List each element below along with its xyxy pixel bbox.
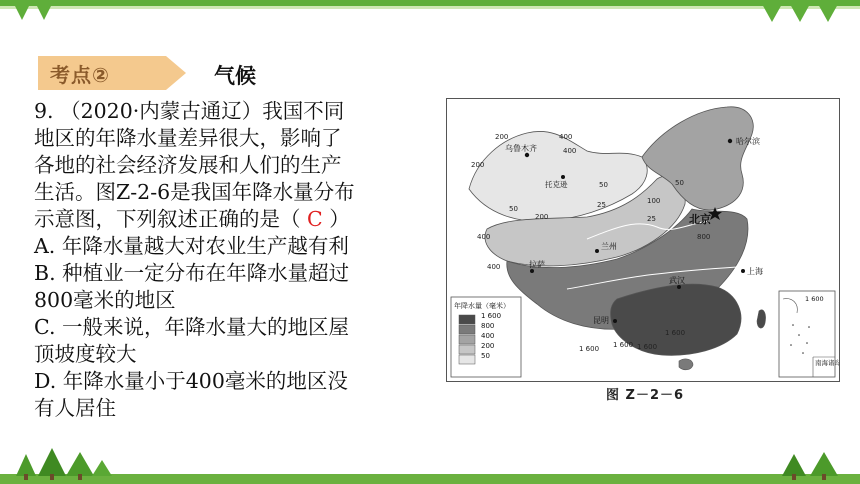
contour-label: 25 [597, 201, 606, 209]
south-sea-inset [779, 291, 839, 377]
question-line: 生活。图Z-2-6是我国年降水量分布 [34, 180, 355, 204]
contour-label: 400 [559, 133, 573, 141]
contour-label: 1 600 [637, 343, 658, 351]
contour-label: 1 600 [665, 329, 686, 337]
option-a: A. 年降水量越大对农业生产越有利 [34, 234, 349, 258]
legend-title: 年降水量（毫米） [454, 302, 510, 310]
legend-item: 400 [481, 332, 495, 340]
tag-label: 考点② [50, 63, 110, 87]
city-beijing: 北京 [689, 213, 711, 226]
map-caption: 图 Z－2－6 [606, 388, 685, 403]
contour-label: 800 [697, 233, 711, 241]
option-d-cont: 有人居住 [34, 396, 116, 420]
city-toksun: 托克逊 [545, 180, 568, 189]
precipitation-map [446, 98, 840, 382]
map-svg [447, 99, 839, 381]
contour-label: 400 [563, 147, 577, 155]
city-harbin: 哈尔滨 [736, 137, 760, 146]
legend-item: 50 [481, 352, 490, 360]
city-urumqi: 乌鲁木齐 [505, 144, 537, 153]
topic-title: 气候 [214, 64, 256, 88]
hainan-island [679, 359, 693, 370]
right-trees-decor [772, 450, 852, 480]
contour-label: 25 [647, 215, 656, 223]
city-shanghai: 上海 [747, 267, 763, 276]
option-b: B. 种植业一定分布在年降水量超过 [34, 261, 350, 285]
contour-label: 200 [535, 213, 549, 221]
city-wuhan: 武汉 [669, 276, 685, 285]
bottom-decor-band [0, 474, 860, 484]
option-d: D. 年降水量小于400毫米的地区没 [34, 369, 348, 393]
map-legend [451, 297, 521, 377]
contour-label: 1 600 [613, 341, 634, 349]
inset-label: 南海诸岛 [815, 359, 839, 367]
option-c-cont: 顶坡度较大 [34, 342, 137, 366]
question-line: 9. （2020·内蒙古通辽）我国不同 [34, 99, 345, 123]
taiwan-island [757, 310, 766, 328]
legend-item: 800 [481, 322, 495, 330]
top-decor-triangles [0, 0, 860, 24]
contour-label: 1 600 [579, 345, 600, 353]
contour-label: 100 [647, 197, 661, 205]
city-kunming: 昆明 [593, 316, 609, 325]
question-line: 地区的年降水量差异很大，影响了 [34, 126, 342, 150]
contour-label: 50 [675, 179, 684, 187]
contour-label: 50 [599, 181, 608, 189]
contour-label: 400 [487, 263, 501, 271]
contour-label: 50 [509, 205, 518, 213]
question-line: 示意图，下列叙述正确的是（ [34, 207, 308, 231]
question-line: 各地的社会经济发展和人们的生产 [34, 153, 342, 177]
option-c: C. 一般来说，年降水量大的地区屋 [34, 315, 349, 339]
legend-item: 200 [481, 342, 495, 350]
answer-close: ） [322, 207, 350, 231]
contour-label: 400 [477, 233, 491, 241]
option-b-cont: 800毫米的地区 [34, 288, 176, 312]
inset-contour: 1 600 [805, 295, 824, 303]
city-lhasa: 拉萨 [529, 260, 545, 269]
question-line-with-answer [34, 206, 444, 233]
left-trees-decor [8, 446, 118, 482]
legend-item: 1 600 [481, 312, 502, 320]
answer-mark: C [307, 207, 323, 231]
contour-label: 200 [495, 133, 509, 141]
question-text [34, 98, 444, 422]
city-lanzhou: 兰州 [601, 242, 617, 251]
contour-label: 200 [471, 161, 485, 169]
